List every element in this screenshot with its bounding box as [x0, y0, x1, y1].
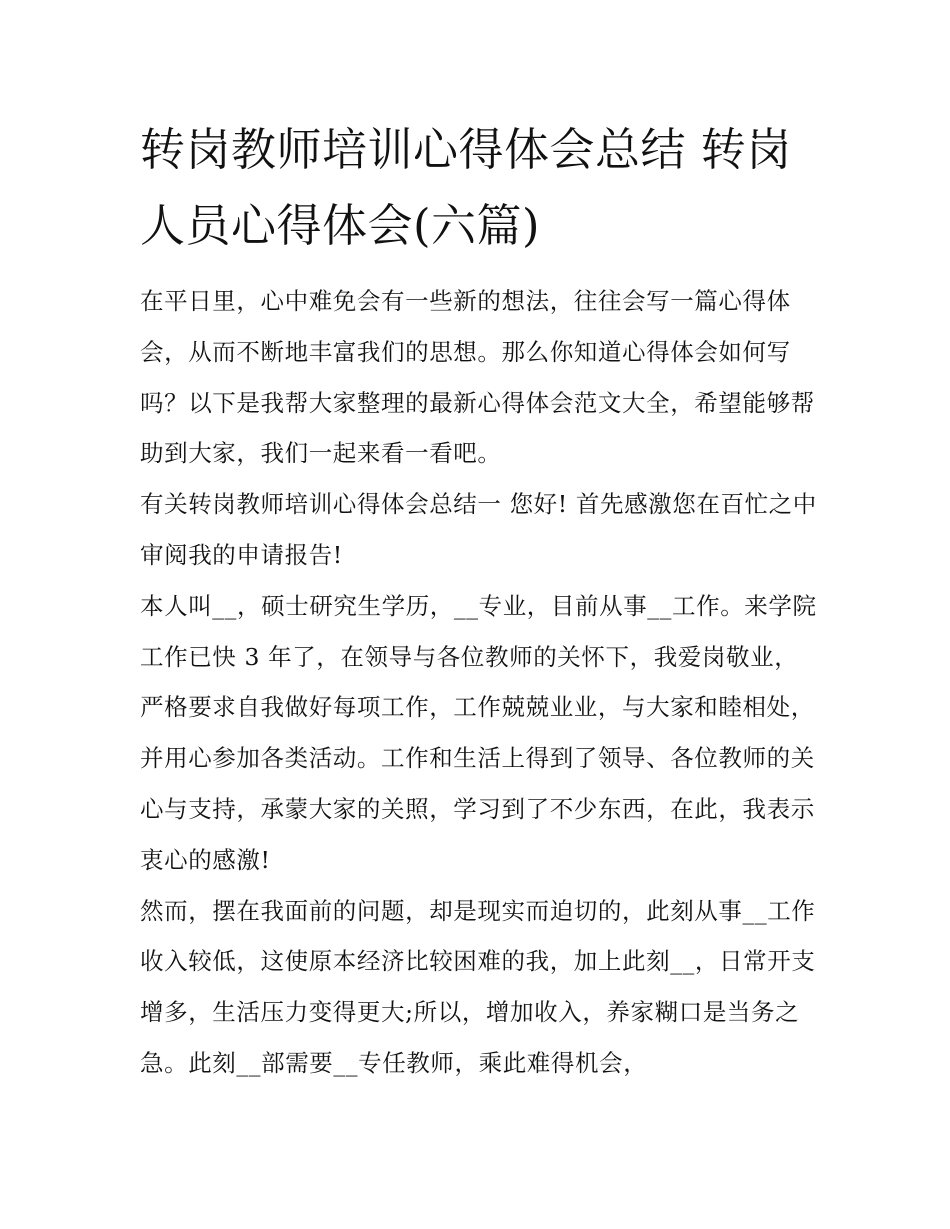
document-body — [140, 112, 820, 1089]
paragraph-list — [140, 276, 820, 1089]
document-title: 转岗教师培训心得体会总结 转岗人员心得体会(六篇) — [140, 123, 792, 252]
paragraph-self-intro: 本人叫__，硕士研究生学历，__专业，目前从事__工作。来学院工作已快 3 年了，在领导与各位教师的关怀下，我爱岗敬业，严格要求自我做好每项工作，工作兢兢业业，与大家和睦相处，并用心参加各类活动。工作和生活上得到了领导、各位教师的关心与支持，承蒙大家的关照，学习到了不少东西，在此，我表示衷心的感激! — [140, 591, 817, 874]
paragraph-reason: 然而，摆在我面前的问题，却是现实而迫切的，此刻从事__工作收入较低，这使原本经济比较困难的我，加上此刻__，日常开支增多，生活压力变得更大;所以，增加收入，养家糊口是当务之急。此刻__部需要__专任教师，乘此难得机会， — [140, 896, 816, 1077]
paragraph-heading-one: 有关转岗教师培训心得体会总结一 您好! 首先感激您在百忙之中审阅我的申请报告! — [140, 490, 817, 569]
paragraph-intro: 在平日里，心中难免会有一些新的想法，往往会写一篇心得体会，从而不断地丰富我们的思想。那么你知道心得体会如何写吗？以下是我帮大家整理的最新心得体会范文大全，希望能够帮助到大家，我们一起来看一看吧。 — [140, 287, 815, 468]
